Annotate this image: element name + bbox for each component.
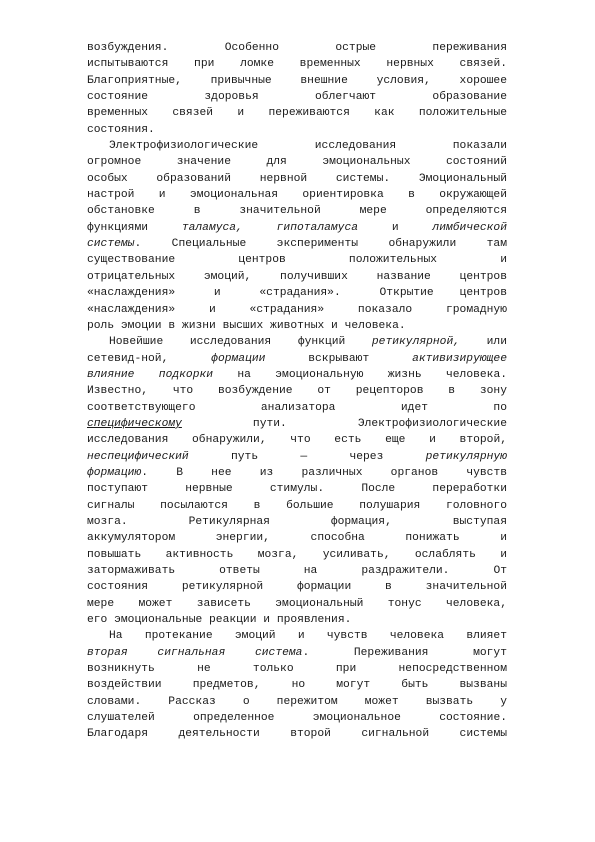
- text-segment: Новейшие исследования функций: [109, 336, 372, 349]
- text-line: [87, 89, 507, 105]
- text-line: [87, 351, 507, 367]
- text-segment: отрицательных эмоций, получивших название центров: [87, 270, 507, 283]
- text-line: [87, 105, 507, 121]
- text-line: [87, 203, 507, 219]
- text-segment: сетевид-ной,: [87, 352, 212, 365]
- text-line: [87, 432, 507, 448]
- text-line: [87, 236, 507, 252]
- text-segment: затормаживать ответы на раздражители. От: [87, 565, 507, 577]
- paragraph: [87, 628, 507, 742]
- text-segment: временных связей и переживаются как положительные: [87, 107, 507, 120]
- text-segment: На протекание эмоций и чувств человека влияет: [109, 630, 507, 643]
- paragraph: [87, 138, 507, 334]
- text-line: [87, 154, 507, 170]
- text-line: [87, 269, 507, 285]
- text-line: [87, 661, 507, 677]
- text-line: [87, 579, 507, 595]
- text-line: [87, 56, 507, 72]
- italic-text: ретикулярной,: [371, 336, 461, 349]
- text-segment: особых образований нервной системы. Эмоциональный: [87, 172, 507, 185]
- text-line: [87, 726, 507, 742]
- italic-text: неспецифический: [87, 450, 189, 463]
- text-segment: слушателей определенное эмоциональное состояние.: [87, 712, 507, 725]
- italic-text: формацию: [87, 466, 142, 479]
- italic-text: активизирующее: [412, 352, 507, 365]
- text-segment: . Переживания могут: [302, 646, 507, 659]
- text-line: [87, 694, 507, 710]
- text-line: [87, 318, 507, 334]
- italic-text: лимбической: [432, 221, 507, 234]
- text-line: [87, 596, 507, 612]
- text-segment: Благодаря деятельности второй сигнальной системы: [87, 728, 507, 741]
- text-line: [87, 547, 507, 563]
- text-segment: [243, 222, 277, 234]
- text-segment: Электрофизиологические исследования показали: [109, 140, 507, 153]
- text-segment: состояния ретикулярной формации в значительной: [87, 581, 507, 594]
- italic-text: вторая сигнальная система: [87, 646, 303, 659]
- document-page: [87, 40, 507, 743]
- text-segment: существование центров положительных и: [87, 254, 507, 267]
- text-line: [87, 400, 507, 416]
- italic-text: специфическому: [87, 417, 182, 430]
- text-segment: пути. Электрофизиологические: [181, 417, 507, 430]
- text-segment: «наслаждения» и «страдания» показало громадную: [87, 303, 507, 316]
- italic-text: влияние подкорки: [87, 368, 214, 381]
- text-segment: испытываются при ломке временных нервных связей.: [87, 58, 507, 71]
- text-segment: и: [358, 221, 433, 234]
- text-line: [87, 220, 507, 236]
- text-segment: возбуждения. Особенно острые переживания: [87, 42, 507, 54]
- text-segment: исследования обнаружили, что есть еще и второй,: [87, 434, 507, 447]
- text-line: [87, 285, 507, 301]
- italic-text: системы: [87, 238, 135, 251]
- text-segment: его эмоциональные реакции и проявления.: [87, 614, 352, 627]
- text-segment: словами. Рассказ о пережитом может вызвать у: [87, 695, 507, 708]
- text-segment: . В нее из различных органов чувств: [141, 466, 507, 479]
- text-line: [87, 138, 507, 154]
- text-line: [87, 73, 507, 89]
- text-segment: на эмоциональную жизнь человека.: [213, 368, 507, 381]
- text-segment: путь — через: [188, 450, 426, 463]
- italic-text: таламуса,: [181, 221, 243, 234]
- text-line: [87, 187, 507, 203]
- text-line: [87, 645, 507, 661]
- text-line: [87, 449, 507, 465]
- text-segment: мозга. Ретикулярная формация, выступая: [87, 515, 507, 528]
- text-segment: соответствующего анализатора идет по: [87, 401, 507, 414]
- text-segment: состояния.: [87, 123, 155, 136]
- text-line: [87, 628, 507, 644]
- text-segment: воздействии предметов, но могут быть вызваны: [87, 679, 507, 692]
- text-line: [87, 171, 507, 187]
- text-line: [87, 530, 507, 546]
- text-segment: огромное значение для эмоциональных состояний: [87, 156, 507, 169]
- text-line: [87, 122, 507, 138]
- text-segment: повышать активность мозга, усиливать, ослаблять и: [87, 548, 507, 561]
- text-line: [87, 302, 507, 318]
- text-line: [87, 465, 507, 481]
- text-line: [87, 514, 507, 530]
- text-line: [87, 677, 507, 693]
- text-segment: аккумулятором энергии, способна понижать и: [87, 532, 507, 545]
- text-line: [87, 498, 507, 514]
- italic-text: гипоталамуса: [276, 221, 359, 234]
- text-line: [87, 40, 507, 56]
- text-line: [87, 563, 507, 579]
- text-line: [87, 481, 507, 497]
- italic-text: формации: [211, 352, 266, 365]
- text-segment: вскрывают: [265, 352, 413, 365]
- text-line: [87, 612, 507, 628]
- text-segment: Известно, что возбуждение от рецепторов в зону: [87, 385, 507, 398]
- text-segment: Благоприятные, привычные внешние условия, хорошее: [87, 74, 507, 87]
- text-segment: обстановке в значительной мере определяются: [87, 205, 507, 218]
- italic-text: ретикулярную: [425, 450, 507, 463]
- text-segment: «наслаждения» и «страдания». Открытие центров: [87, 287, 507, 300]
- text-line: [87, 383, 507, 399]
- text-line: [87, 710, 507, 726]
- paragraph: [87, 40, 507, 138]
- text-line: [87, 367, 507, 383]
- text-segment: возникнуть не только при непосредственном: [87, 663, 507, 676]
- text-segment: функциями: [87, 221, 182, 234]
- text-line: [87, 416, 507, 432]
- text-segment: мере может зависеть эмоциональный тонус человека,: [87, 597, 507, 610]
- text-line: [87, 334, 507, 350]
- text-segment: состояние здоровья облегчают образование: [87, 91, 507, 104]
- text-line: [87, 252, 507, 268]
- text-segment: сигналы посылаются в большие полушария головного: [87, 499, 507, 512]
- text-segment: или: [460, 336, 507, 349]
- text-segment: поступают нервные стимулы. После переработки: [87, 483, 507, 496]
- paragraph: [87, 334, 507, 628]
- text-segment: настрой и эмоциональная ориентировка в окружающей: [87, 189, 507, 202]
- text-segment: . Специальные эксперименты обнаружили там: [134, 238, 507, 251]
- text-segment: роль эмоции в жизни высших животных и человека.: [87, 319, 406, 332]
